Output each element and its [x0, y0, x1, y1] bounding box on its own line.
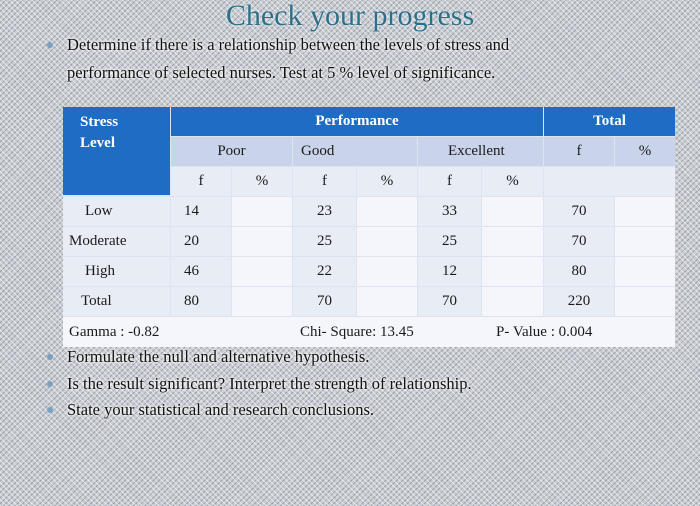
table-cell: 33 [418, 197, 481, 226]
row-label: High [63, 257, 170, 286]
bullet-dot-icon [47, 42, 53, 48]
empty-percent-cell [232, 227, 292, 256]
row-label: Total [63, 287, 170, 316]
bullet-text: Determine if there is a relationship between the levels of stress and [67, 35, 510, 54]
total-pct-header: % [615, 137, 675, 166]
empty-percent-cell [357, 227, 417, 256]
stress-header-line1: Stress [80, 114, 119, 130]
empty-percent-cell [615, 287, 675, 316]
empty-percent-cell [615, 257, 675, 286]
empty-percent-cell [482, 257, 543, 286]
table-cell: 12 [418, 257, 481, 286]
empty-percent-cell [232, 197, 292, 226]
empty-percent-cell [357, 197, 417, 226]
table-cell: 70 [293, 287, 356, 316]
sub-col-f: f [293, 167, 356, 196]
sub-col-f: f [171, 167, 231, 196]
stress-header-line2: Level [80, 135, 115, 151]
bullet-text: Is the result significant? Interpret the strength of relationship. [67, 374, 472, 393]
empty-percent-cell [357, 287, 417, 316]
empty-percent-cell [357, 257, 417, 286]
empty-percent-cell [615, 197, 675, 226]
table-cell: 46 [171, 257, 231, 286]
table-cell: 25 [418, 227, 481, 256]
table-cell: 20 [171, 227, 231, 256]
table-cell: 70 [418, 287, 481, 316]
data-table [63, 107, 675, 347]
chi-square-value: Chi- Square: 13.45 [300, 323, 414, 340]
total-header: Total [544, 107, 675, 136]
bullet-text: performance of selected nurses. Test at 5 % level of significance. [67, 63, 496, 82]
sub-col-f: f [418, 167, 481, 196]
empty-percent-cell [232, 287, 292, 316]
table-cell: 23 [293, 197, 356, 226]
table-cell: 22 [293, 257, 356, 286]
group-good: Good [293, 137, 417, 166]
row-label: Moderate [63, 227, 170, 256]
p-value: P- Value : 0.004 [496, 323, 593, 340]
stress-level-header [63, 107, 170, 195]
bullet-dot-icon [47, 381, 53, 387]
bullet-text: Formulate the null and alternative hypothesis. [67, 347, 370, 366]
sub-col-pct: % [482, 167, 543, 196]
slide-title: Check your progress [225, 0, 475, 32]
empty-percent-cell [482, 287, 543, 316]
table-cell: 80 [171, 287, 231, 316]
performance-header: Performance [171, 107, 543, 136]
group-excellent: Excellent [418, 137, 543, 166]
empty-percent-cell [615, 227, 675, 256]
table-cell: 80 [544, 257, 614, 286]
table-cell: 70 [544, 227, 614, 256]
row-label: Low [63, 197, 170, 226]
group-poor: Poor [171, 137, 292, 166]
sub-col-pct: % [232, 167, 292, 196]
bullet-text: State your statistical and research conclusions. [67, 400, 374, 419]
sub-col-pct: % [357, 167, 417, 196]
bullet-dot-icon [47, 354, 53, 360]
table-cell: 220 [544, 287, 614, 316]
table-cell: 14 [171, 197, 231, 226]
total-f-header: f [544, 137, 614, 166]
bullet-dot-icon [47, 407, 53, 413]
table-cell: 70 [544, 197, 614, 226]
table-cell: 25 [293, 227, 356, 256]
empty-percent-cell [232, 257, 292, 286]
blank-cell [544, 167, 675, 196]
empty-percent-cell [482, 227, 543, 256]
empty-percent-cell [482, 197, 543, 226]
gamma-value: Gamma : -0.82 [69, 323, 160, 340]
